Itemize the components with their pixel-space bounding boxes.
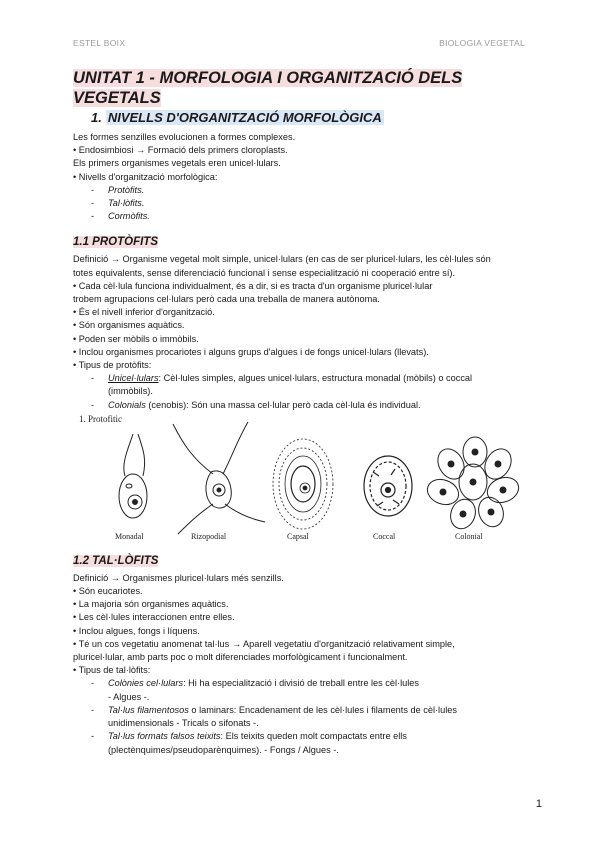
text-line: • Cada cèl·lula funciona individualment, és a dir, si es tracta d'un organisme pluricel·lular <box>73 280 433 291</box>
list-item: - Protòfits. <box>91 184 145 195</box>
text-line: • És el nivell inferior d'organització. <box>73 307 215 318</box>
text-line: • Té un cos vegetatiu anomenat tal·lus → Aparell vegetatiu d'organització relativament simple, <box>73 638 455 649</box>
list-item-continuation: (plectènquimes/pseudoparènquimes). - Fongs / Algues -. <box>108 744 339 755</box>
list-item: - Unicel·lulars: Cèl·lules simples, algues unicel·lulars, estructura monadal (mòbils) o coccal <box>91 373 473 384</box>
text-line: Els primers organismes vegetals eren unicel·lulars. <box>73 158 281 169</box>
section-title: 1. NIVELLS D'ORGANITZACIÓ MORFOLÒGICA <box>91 110 382 125</box>
protofit-illustrations <box>73 414 533 544</box>
text-line: • Les cèl·lules interaccionen entre elles. <box>73 612 235 623</box>
rizopodial-cell-drawing <box>173 422 265 534</box>
colonial-cells-drawing <box>424 437 522 532</box>
list-item-continuation: unidimensionals - Tricals o sifonats -. <box>108 718 259 729</box>
text-line: • Inclou organismes procariotes i alguns grups d'algues i de fongs unicel·lulars (llevats). <box>73 346 429 357</box>
text-line: Les formes senzilles evolucionen a formes complexes. <box>73 132 296 142</box>
text-line: • Tipus de protòfits: <box>73 360 152 371</box>
list-item: - Tal·lòfits. <box>91 198 145 209</box>
subsection-title: 1.2 TAL·LÒFITS <box>73 554 159 567</box>
text-line: • Poden ser mòbils o immòbils. <box>73 333 199 344</box>
document-body <box>73 68 533 757</box>
list-item: - Colònies cel·lulars: Hi ha especialització i divisió de treball entre les cèl·lules <box>91 678 419 689</box>
text-line: • Nivells d'organització morfològica: <box>73 171 218 182</box>
figure-heading: 1. Protofitic <box>79 413 122 424</box>
coccal-cell-drawing <box>364 456 412 516</box>
capsal-cell-drawing <box>273 439 333 529</box>
figure-label-capsal: Capsal <box>287 531 309 541</box>
text-line: • Són eucariotes. <box>73 586 143 597</box>
text-line: Definició → Organismes pluricel·lulars més senzills. <box>73 572 284 583</box>
text-line: pluricel·lular, amb parts poc o molt diferenciades morfològicament i funcionalment. <box>73 652 408 663</box>
header-author: ESTEL BOIX <box>73 38 126 48</box>
figure-label-coccal: Coccal <box>373 531 396 541</box>
text-line: trobem agrupacions cel·lulars però cada una treballa de manera autònoma. <box>73 294 380 305</box>
text-line: totes equivalents, sense diferenciació funcional i sense especialització ni cooperació entre sí). <box>73 267 456 278</box>
list-item: - Tal·lus filamentosos o laminars: Encadenament de les cèl·lules i filaments de cèl·lules <box>91 704 457 715</box>
list-item-continuation: - Algues -. <box>108 691 150 702</box>
subsection-title: 1.1 PROTÒFITS <box>73 236 158 249</box>
figure-label-monadal: Monadal <box>115 531 144 541</box>
figure-label-rizopodial: Rizopodial <box>191 531 227 541</box>
figure-label-colonial: Colonial <box>455 531 483 541</box>
text-line: • Endosimbiosi → Formació dels primers cloroplasts. <box>73 145 288 156</box>
list-item-continuation: (immòbils). <box>108 386 153 397</box>
text-line: • La majoria són organismes aquàtics. <box>73 599 229 610</box>
protofit-figure <box>73 414 533 544</box>
list-item: - Colonials (cenobis): Són una massa cel·lular però cada cèl·lula és individual. <box>91 399 421 410</box>
text-line: • Inclou algues, fongs i líquens. <box>73 625 200 636</box>
text-line: Definició → Organisme vegetal molt simple, unicel·lulars (en cas de ser pluricel·lulars, les cèl·lules són <box>73 254 491 265</box>
list-item: - Tal·lus formats falsos teixits: Els teixits queden molt compactats entre ells <box>91 731 407 742</box>
unit-title: UNITAT 1 - MORFOLOGIA I ORGANITZACIÓ DELS VEGETALS <box>73 69 463 107</box>
header-subject: BIOLOGIA VEGETAL <box>439 38 525 48</box>
list-item: - Cormòfits. <box>91 211 150 222</box>
text-line: • Tipus de tal·lòfits: <box>73 665 151 676</box>
text-line: • Són organismes aquàtics. <box>73 320 185 331</box>
monadal-cell-drawing <box>119 434 147 518</box>
page-number: 1 <box>535 798 542 810</box>
